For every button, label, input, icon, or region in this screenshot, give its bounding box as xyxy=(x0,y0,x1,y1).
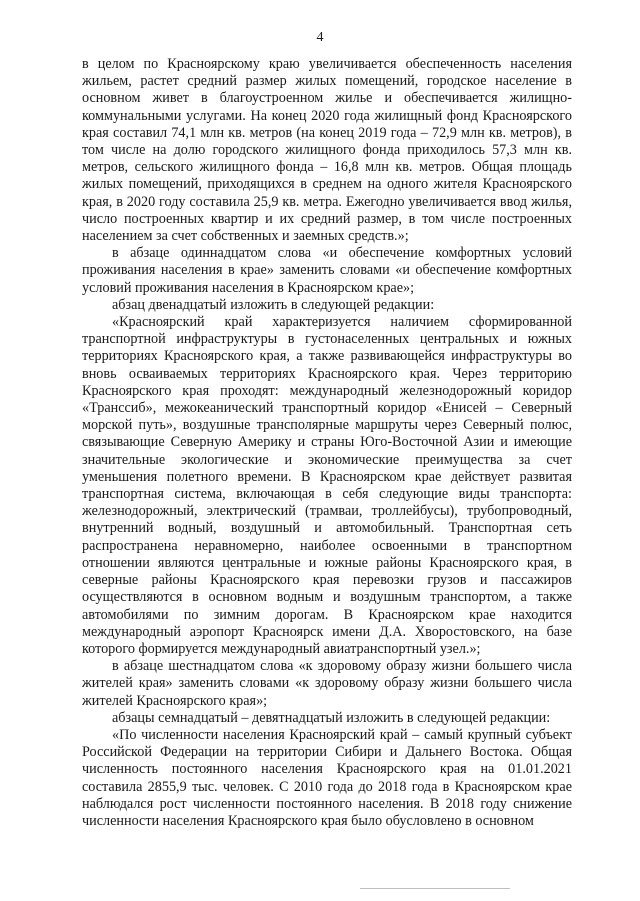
paragraph-amendment-seventeenth-intro: абзацы семнадцатый – девятнадцатый изложить в следующей редакции: xyxy=(112,709,551,726)
paragraph-housing-stock: в целом по Красноярскому краю увеличивается обеспеченность населения жильем, растет средний размер жилых помещений, городское население в основном живет в благоустроенном жилье и обеспечивается жилищно-коммунальными услугами. На конец 2020 года жилищный фонд Красноярского края составил 74,1 млн кв. метров (на конец 2019 года – 72,9 млн кв. метров), в том числе на долю городского жилищного фонда приходилось 57,3 млн кв. метров, сельского жилищного фонда – 16,8 млн кв. метров. Общая площадь жилых помещений, приходящихся в среднем на одного жителя Красноярского края, в 2020 году составила 25,9 кв. метра. Ежегодно увеличивается ввод жилья, число построенных квартир и их средний размер, в том числе построенных населением за счет собственных и заемных средств.»; xyxy=(82,56,572,245)
paragraph-amendment-sixteenth: в абзаце шестнадцатом слова «к здоровому образу жизни большего числа жителей края» заменить словами «к здоровому образу жизни большего числа жителей Красноярского края»; xyxy=(82,658,572,709)
document-body xyxy=(82,56,572,830)
paragraph-population: «По численности населения Красноярский край – самый крупный субъект Российской Федерации на территории Сибири и Дальнего Востока. Общая численность постоянного населения Красноярского края на 01.01.2021 составила 2855,9 тыс. человек. С 2010 года до 2018 года в Красноярском крае наблюдался рост численности постоянного населения. В 2018 году снижение численности населения Красноярского края было обусловлено в основном xyxy=(82,726,572,829)
paragraph-transport-infrastructure: «Красноярский край характеризуется наличием сформированной транспортной инфраструктуры в густонаселенных центральных и южных территориях Красноярского края, а также развивающейся инфраструктуры во вновь осваиваемых территориях Красноярского края. Через территорию Красноярского края проходят: международный железнодорожный коридор «Транссиб», межокеанический транспортный коридор «Енисей – Северный морской путь», воздушные трансполярные маршруты через Северный полюс, связывающие Северную Америку и страны Юго-Восточной Азии и имеющие значительные экологические и экономические преимущества за счет уменьшения полетного времени. В Красноярском крае действует развитая транспортная система, включающая в себя следующие виды транспорта: железнодорожный, электрический (трамваи, троллейбусы), трубопроводный, внутренний водный, воздушный и автомобильный. Транспортная сеть распространена неравномерно, наиболее освоенными в транспортном отношении являются центральные и южные районы Красноярского края, в северные районы Красноярского края перевозки грузов и пассажиров осуществляются в основном водным и воздушным транспортом, а также автомобилями по зимним дорогам. В Красноярском крае находится международный аэропорт Красноярск имени Д.А. Хворостовского, на базе которого формируется международный авиатранспортный узел.»; xyxy=(82,314,572,657)
paragraph-amendment-twelfth-intro: абзац двенадцатый изложить в следующей редакции: xyxy=(112,296,435,313)
scan-artifact-line xyxy=(360,888,510,889)
paragraph-amendment-eleventh: в абзаце одиннадцатом слова «и обеспечение комфортных условий проживания населения в крае» заменить словами «и обеспечение комфортных условий проживания населения в Красноярском крае»; xyxy=(82,245,572,296)
page-number: 4 xyxy=(316,30,324,45)
